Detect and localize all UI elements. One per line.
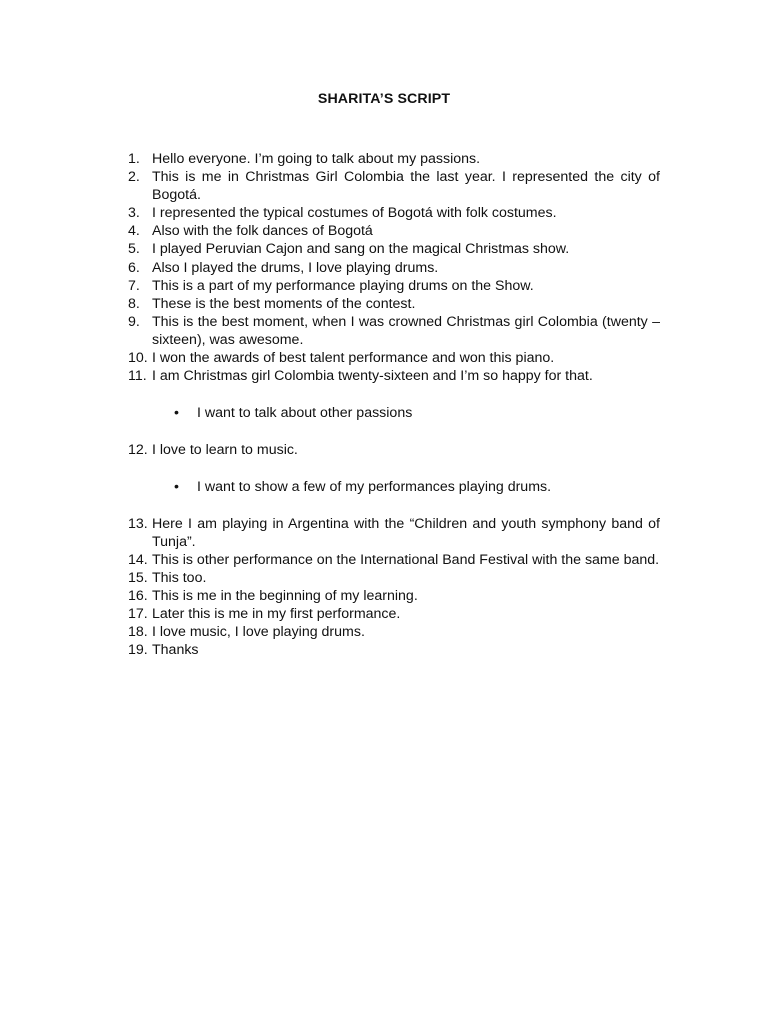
item-number: 5. bbox=[128, 241, 140, 258]
item-number: 10. bbox=[128, 350, 148, 367]
item-text: I am Christmas girl Colombia twenty-sixteen and I’m so happy for that. bbox=[152, 368, 593, 385]
list-item bbox=[128, 222, 660, 240]
item-text: Also with the folk dances of Bogotá bbox=[152, 223, 373, 240]
list-item bbox=[128, 623, 660, 641]
bullet-item bbox=[128, 404, 660, 422]
item-number: 18. bbox=[128, 624, 148, 641]
list-item bbox=[128, 277, 660, 295]
paragraph-gap bbox=[128, 422, 660, 441]
item-text: Here I am playing in Argentina with the “Children and youth symphony band of Tunja”. bbox=[152, 515, 660, 550]
list-item bbox=[128, 259, 660, 277]
item-number: 1. bbox=[128, 151, 140, 167]
list-item bbox=[128, 605, 660, 623]
page-title: SHARITA’S SCRIPT bbox=[317, 91, 451, 107]
item-number: 15. bbox=[128, 569, 148, 586]
item-text: Also I played the drums, I love playing drums. bbox=[152, 259, 439, 276]
item-text: Later this is me in my first performance. bbox=[152, 606, 401, 623]
item-number: 8. bbox=[128, 295, 140, 312]
list-item bbox=[128, 641, 660, 659]
item-text: I love to learn to music. bbox=[152, 441, 298, 458]
script-part-1 bbox=[128, 150, 660, 385]
list-item bbox=[128, 587, 660, 605]
item-text: I represented the typical costumes of Bogotá with folk costumes. bbox=[152, 205, 557, 222]
item-text: This is me in Christmas Girl Colombia the last year. I represented the city of Bogotá. bbox=[152, 169, 660, 204]
script-list bbox=[128, 150, 660, 659]
item-number: 13. bbox=[128, 515, 148, 532]
list-item bbox=[128, 240, 660, 258]
item-text: This is a part of my performance playing drums on the Show. bbox=[152, 277, 534, 294]
item-number: 6. bbox=[128, 259, 140, 276]
item-number: 12. bbox=[128, 441, 148, 458]
item-text: These is the best moments of the contest. bbox=[152, 295, 416, 312]
list-item bbox=[128, 150, 660, 168]
bullet-text: I want to talk about other passions bbox=[197, 405, 413, 422]
paragraph-gap bbox=[128, 459, 660, 478]
list-item bbox=[128, 551, 660, 569]
list-item bbox=[128, 441, 660, 459]
item-number: 17. bbox=[128, 606, 148, 623]
item-text: This too. bbox=[152, 569, 207, 586]
item-number: 2. bbox=[128, 169, 140, 186]
item-text: I won the awards of best talent performance and won this piano. bbox=[152, 350, 555, 367]
item-text: This is other performance on the International Band Festival with the same band. bbox=[152, 551, 660, 568]
paragraph-gap bbox=[128, 496, 660, 515]
item-number: 16. bbox=[128, 588, 148, 605]
list-item bbox=[128, 204, 660, 222]
list-item bbox=[128, 349, 660, 367]
bullet-text: I want to show a few of my performances playing drums. bbox=[197, 478, 552, 495]
item-text: I played Peruvian Cajon and sang on the magical Christmas show. bbox=[152, 241, 570, 258]
item-number: 11. bbox=[128, 368, 147, 385]
item-text: I love music, I love playing drums. bbox=[152, 624, 365, 641]
list-item bbox=[128, 168, 660, 204]
item-number: 7. bbox=[128, 277, 140, 294]
item-number: 9. bbox=[128, 313, 140, 330]
item-text: This is the best moment, when I was crowned Christmas girl Colombia (twenty – sixteen), was awesome. bbox=[152, 313, 660, 348]
list-item bbox=[128, 367, 660, 385]
list-item bbox=[128, 515, 660, 551]
item-text: Hello everyone. I’m going to talk about my passions. bbox=[152, 151, 481, 167]
item-number: 14. bbox=[128, 551, 148, 568]
bullet-glyph: • bbox=[174, 405, 179, 422]
list-item bbox=[128, 313, 660, 349]
list-item bbox=[128, 569, 660, 587]
item-number: 3. bbox=[128, 205, 140, 222]
bullet-glyph: • bbox=[174, 478, 179, 495]
bullet-item bbox=[128, 478, 660, 496]
list-item bbox=[128, 295, 660, 313]
paragraph-gap bbox=[128, 385, 660, 404]
script-part-2 bbox=[128, 515, 660, 660]
item-number: 4. bbox=[128, 223, 140, 240]
item-number: 19. bbox=[128, 642, 148, 659]
item-text: This is me in the beginning of my learning. bbox=[152, 588, 418, 605]
item-text: Thanks bbox=[152, 642, 199, 659]
